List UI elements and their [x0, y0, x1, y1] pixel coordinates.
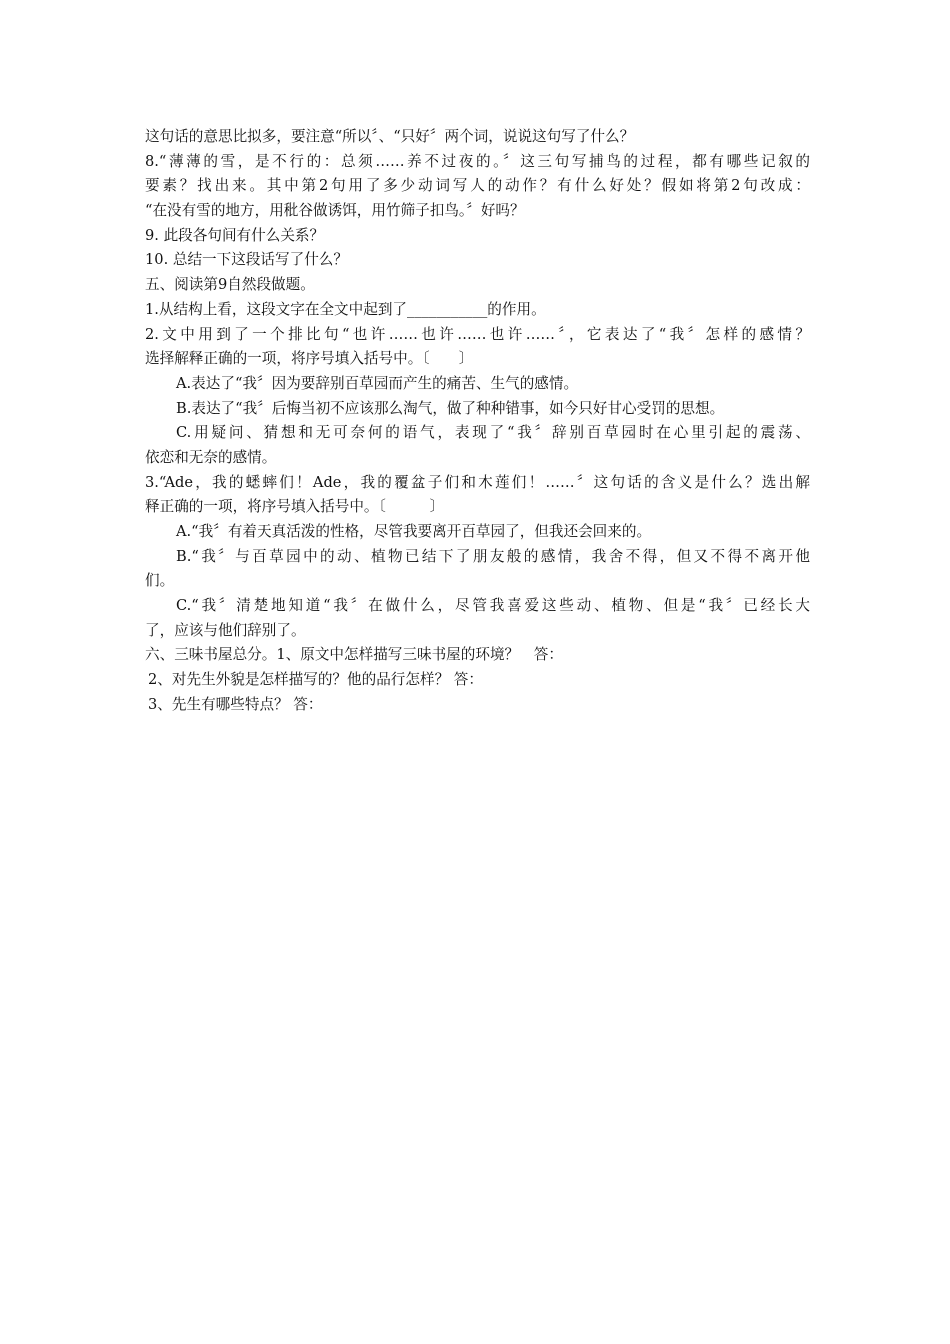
- option-2a: A.表达了“我〞因为要辞别百草园而产生的痛苦、生气的感情。: [176, 374, 579, 392]
- section-5-question-2-line-2: 选择解释正确的一项，将序号填入括号中。〔 〕: [145, 350, 474, 368]
- question-8-line-2: 要素？找出来。其中第2句用了多少动词写人的动作？有什么好处？假如将第2句改成：: [145, 177, 810, 195]
- question-8-line-1: 8.“薄薄的雪，是不行的：总须……养不过夜的。〞这三句写捕鸟的过程，都有哪些记叙的: [145, 152, 810, 170]
- option-3b-line-1: B.“我〞与百草园中的动、植物已结下了朋友般的感情，我舍不得，但又不得不离开他: [176, 547, 810, 565]
- section-5-question-3-line-1: 3.“Ade，我的蟋蟀们！Ade，我的覆盆子们和木莲们！……〞这句话的含义是什么？选出解: [145, 473, 810, 491]
- option-2b: B.表达了“我〞后悔当初不应该那么淘气，做了种种错事，如今只好甘心受罚的思想。: [176, 399, 725, 417]
- section-5-question-1: 1.从结构上看，这段文字在全文中起到了___________的作用。: [145, 300, 546, 318]
- option-3c-line-2: 了，应该与他们辞别了。: [145, 621, 306, 639]
- document-page: [145, 125, 810, 718]
- section-5-question-3-line-2: 释正确的一项，将序号填入括号中。〔 〕: [145, 498, 445, 516]
- option-2c-line-2: 依恋和无奈的感情。: [145, 448, 277, 466]
- option-3a: A.“我〞有着天真活泼的性格，尽管我要离开百草园了，但我还会回来的。: [176, 523, 652, 540]
- question-10: 10. 总结一下这段话写了什么？: [145, 251, 348, 269]
- option-3b-line-2: 们。: [145, 572, 175, 590]
- section-6-heading: 六、三味书屋总分。1、原文中怎样描写三味书屋的环境？ 答：: [145, 646, 563, 664]
- question-9: 9. 此段各句间有什么关系？: [145, 226, 325, 244]
- option-2c-line-1: C.用疑问、猜想和无可奈何的语气，表现了“我〞辞别百草园时在心里引起的震荡、: [176, 424, 810, 442]
- question-8-line-3: “在没有雪的地方，用秕谷做诱饵，用竹筛子扣鸟。〞好吗？: [145, 202, 525, 220]
- section-6-question-2: 2、对先生外貌是怎样描写的？他的品行怎样？ 答：: [148, 671, 483, 689]
- question-7-continuation: 这句话的意思比拟多，要注意“所以〞、“只好〞两个词，说说这句写了什么？: [145, 128, 635, 145]
- section-6-question-3: 3、先生有哪些特点？ 答：: [148, 695, 323, 713]
- section-5-heading: 五、阅读第9自然段做题。: [145, 276, 315, 294]
- section-5-question-2-line-1: 2.文中用到了一个排比句“也许……也许……也许……〞，它表达了“我〞怎样的感情？: [145, 325, 810, 343]
- option-3c-line-1: C.“我〞清楚地知道“我〞在做什么，尽管我喜爱这些动、植物、但是“我〞已经长大: [176, 597, 810, 615]
